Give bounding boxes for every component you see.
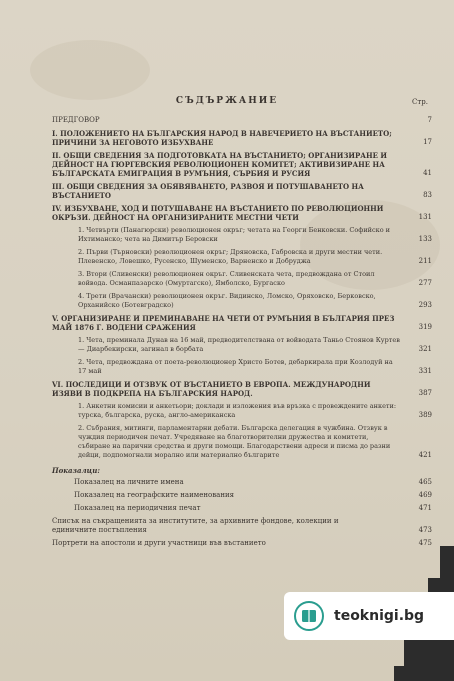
toc-entry-page: 421 bbox=[418, 451, 432, 459]
toc-entry bbox=[52, 478, 432, 487]
indices-title: Показалци: bbox=[52, 466, 100, 475]
toc-entry-page: 319 bbox=[418, 323, 432, 331]
toc-entry-page: 387 bbox=[418, 389, 432, 397]
toc-entry bbox=[52, 402, 432, 420]
toc-entry bbox=[52, 517, 432, 535]
toc-entry-title: 3. Втори (Сливенски) революционен окръг. Сливенската чета, предвождана от Стоил войвода. Османпазарско (Омуртагско), Ямболско, Бургаско bbox=[78, 270, 375, 287]
toc-chapter bbox=[52, 314, 432, 332]
toc-entry-title: 1. Четвърти (Панагюрски) революционен окръг; четата на Георги Бенковски. Софийско и Ихтиманско; чета на Димитър Беровски bbox=[78, 226, 391, 243]
toc-entry-page: 293 bbox=[418, 301, 432, 309]
toc-entry bbox=[52, 539, 432, 548]
toc-entry bbox=[52, 358, 432, 376]
table-of-contents bbox=[52, 116, 432, 552]
toc-entry-page: 211 bbox=[418, 257, 432, 265]
toc-chapter bbox=[52, 182, 432, 200]
toc-entry-page: 277 bbox=[418, 279, 432, 287]
toc-chapter bbox=[52, 380, 432, 398]
toc-entry bbox=[52, 226, 432, 244]
toc-chapter bbox=[52, 129, 432, 147]
toc-entry bbox=[52, 491, 432, 500]
toc-entry-title: 1. Чета, преминала Дунав на 16 май, предводителствана от войводата Таньо Стоянов Куртев — Диарбекирски, загинал в борбата bbox=[78, 336, 400, 353]
toc-entry-title: 2. Чета, предвождана от поета-революционер Христо Ботев, дебаркирала при Козлодуй на 17 май bbox=[78, 358, 393, 375]
toc-entry-page: 469 bbox=[418, 491, 432, 499]
toc-chapter bbox=[52, 151, 432, 178]
toc-entry-title: Портрети на апостоли и други участници във въстанието bbox=[52, 539, 266, 547]
toc-entry bbox=[52, 270, 432, 288]
toc-entry-title: 2. Събрания, митинги, парламентарни дебати. Българска делегация в чужбина. Отзвук в чуждия периодичен печат. Учредяване на благотворителни дружества и комитети, събиране на парични средства и други помощи. Благодарствени адреси и писма до разни дейци, подпомогнали морално или материално българите bbox=[78, 424, 391, 459]
toc-entry-title: III. ОБЩИ СВЕДЕНИЯ ЗА ОБЯВЯВАНЕТО, РАЗВОЯ И ПОТУШАВАНЕТО НА ВЪСТАНИЕТО bbox=[52, 182, 364, 200]
toc-entry-page: 331 bbox=[418, 367, 432, 375]
toc-entry-page: 471 bbox=[418, 504, 432, 512]
toc-entry-page: 17 bbox=[423, 138, 432, 146]
toc-entry-title: Списък на съкращенията за институтите, за архивните фондове, колекции и единичните постъпления bbox=[52, 517, 339, 534]
toc-entry-title: IV. ИЗБУХВАНЕ, ХОД И ПОТУШАВАНЕ НА ВЪСТАНИЕТО ПО РЕВОЛЮЦИОННИ ОКРЪЗИ. ДЕЙНОСТ НА ОРГАНИЗИРАНИТЕ МЕСТНИ ЧЕТИ bbox=[52, 204, 384, 222]
toc-entry bbox=[52, 292, 432, 310]
toc-entry bbox=[52, 116, 432, 125]
toc-entry-page: 83 bbox=[423, 191, 432, 199]
page-column-header: Стр. bbox=[412, 98, 428, 106]
toc-entry-title: 1. Анкетни комисии и анкетьори; доклади и изложения във връзка с провеждените анкети: турска, българска, руска, англо-американска bbox=[78, 402, 397, 419]
toc-entry-page: 473 bbox=[418, 526, 432, 534]
toc-entry-title: I. ПОЛОЖЕНИЕТО НА БЪЛГАРСКИЯ НАРОД В НАВЕЧЕРИЕТО НА ВЪСТАНИЕТО; ПРИЧИНИ ЗА НЕГОВОТО ИЗБУХВАНЕ bbox=[52, 129, 392, 147]
indices-section bbox=[52, 466, 432, 548]
toc-entry bbox=[52, 248, 432, 266]
toc-chapter bbox=[52, 204, 432, 222]
toc-entry-page: 133 bbox=[418, 235, 432, 243]
toc-entry-title: 2. Първи (Търновски) революционен окръг; Дряновска, Габровска и други местни чети. Плевенско, Ловешко, Русенско, Шуменско, Варненско и Добруджа bbox=[78, 248, 383, 265]
toc-entry-title: V. ОРГАНИЗИРАНЕ И ПРЕМИНАВАНЕ НА ЧЕТИ ОТ РУМЪНИЯ В БЪЛГАРИЯ ПРЕЗ МАЙ 1876 Г. ВОДЕНИ СРАЖЕНИЯ bbox=[52, 314, 395, 332]
site-badge[interactable] bbox=[284, 592, 454, 640]
toc-entry-page: 131 bbox=[418, 213, 432, 221]
toc-entry-page: 321 bbox=[418, 345, 432, 353]
toc-entry-page: 41 bbox=[423, 169, 432, 177]
toc-title: СЪДЪРЖАНИЕ bbox=[175, 96, 279, 106]
toc-entry-page: 465 bbox=[418, 478, 432, 486]
toc-entry bbox=[52, 504, 432, 513]
toc-entry-title: II. ОБЩИ СВЕДЕНИЯ ЗА ПОДГОТОВКАТА НА ВЪСТАНИЕТО; ОРГАНИЗИРАНЕ И ДЕЙНОСТ НА ГЮРГЕВСКИЯ РЕВОЛЮЦИОНЕН КОМИТЕТ; АКТИВИЗИРАНЕ НА БЪЛГАРСКАТА ЕМИГРАЦИЯ В РУМЪНИЯ, СЪРБИЯ И РУСИЯ bbox=[52, 151, 387, 178]
toc-entry-page: 475 bbox=[418, 539, 432, 547]
toc-entry bbox=[52, 424, 432, 460]
toc-entry bbox=[52, 336, 432, 354]
toc-entry-page: 389 bbox=[418, 411, 432, 419]
toc-entry-title: ПРЕДГОВОР bbox=[52, 116, 100, 124]
toc-entry-title: 4. Трети (Врачански) революционен окръг. Видинско, Ломско, Оряховско, Берковско, Орханийско (Ботевградско) bbox=[78, 292, 376, 309]
book-icon bbox=[294, 601, 324, 631]
toc-entry-title: Показалец на личните имена bbox=[74, 478, 184, 486]
toc-entry-title: VI. ПОСЛЕДИЦИ И ОТЗВУК ОТ ВЪСТАНИЕТО В ЕВРОПА. МЕЖДУНАРОДНИ ИЗЯВИ В ПОДКРЕПА НА БЪЛГАРСКИЯ НАРОД. bbox=[52, 380, 371, 398]
toc-entry-title: Показалец на географските наименования bbox=[74, 491, 235, 499]
toc-entry-title: Показалец на периодичния печат bbox=[74, 504, 201, 512]
toc-entry-page: 7 bbox=[427, 116, 432, 124]
site-name: teoknigi.bg bbox=[334, 608, 425, 624]
